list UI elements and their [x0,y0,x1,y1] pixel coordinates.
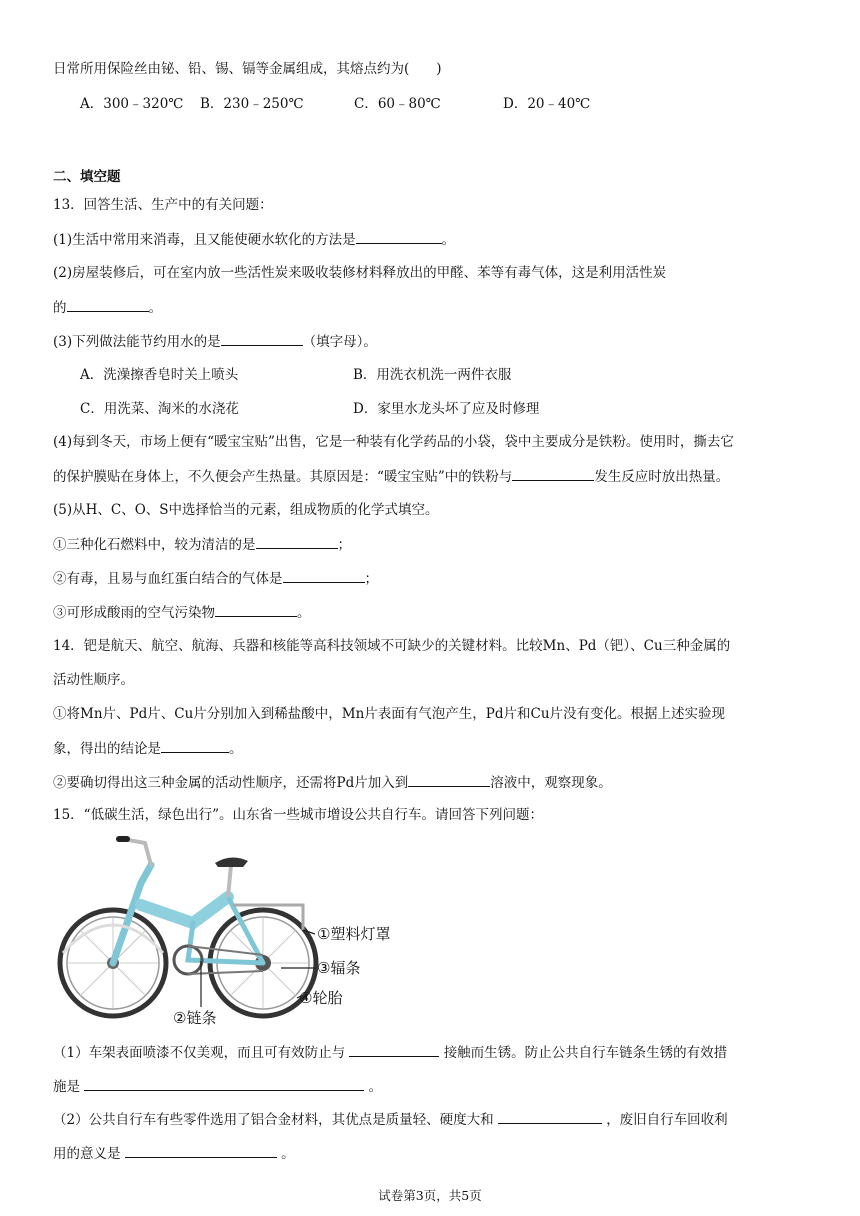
q13-part5-3-end: 。 [297,605,311,621]
q13-part3-options-row1 [80,365,680,385]
section-title: 二、填空题 [53,169,121,185]
q13-part1-end: 。 [441,232,456,248]
q13-part3-text: (3)下列做法能节约用水的是 [53,334,221,350]
figure-label-tire: ④轮胎 [299,989,343,1007]
answer-blank[interactable] [256,534,338,549]
q13-part1 [53,229,455,250]
q12-option-b: B．230﹣250℃ [200,96,304,112]
answer-blank[interactable] [356,229,442,244]
q13-part4-cont [53,466,729,487]
q13-part4-text: 的保护膜贴在身体上，不久便会产生热量。其原因是：“暖宝宝贴”中的铁粉与 [53,469,513,485]
answer-blank[interactable] [84,1076,364,1091]
q13-part2-text: 的 [53,300,67,316]
q15-part2-mid: ，废旧自行车回收利 [606,1112,728,1128]
q15-stem: 15．“低碳生活，绿色出行”。山东省一些城市增设公共自行车。请回答下列问题： [53,807,543,823]
q13-part2: (2)房屋装修后，可在室内放一些活性炭来吸收装修材料释放出的甲醛、苯等有毒气体，这是利用活性炭 [53,265,667,281]
figure-label-spoke: ③辐条 [317,959,361,977]
q13-option-c: C．用洗菜、淘米的水浇花 [80,401,239,417]
answer-blank[interactable] [408,772,490,787]
q13-part5-3-text: ③可形成酸雨的空气污染物 [53,605,215,621]
q13-option-d: D．家里水龙头坏了应及时修理 [353,401,540,417]
page-footer: 试卷第3页，共5页 [378,1188,482,1203]
answer-blank[interactable] [349,1042,439,1057]
q14-stem-cont: 活动性顺序。 [53,672,134,688]
q14-stem: 14．钯是航天、航空、航海、兵器和核能等高科技领域不可缺少的关键材料。比较Mn、Pd（钯）、Cu三种金属的 [53,638,731,654]
q13-part5-2-text: ②有毒，且易与血红蛋白结合的气体是 [53,571,283,587]
answer-blank[interactable] [221,331,303,346]
q13-part5-3 [53,602,311,623]
q14-step1-end: 。 [229,741,243,757]
q13-part5-2 [53,568,378,589]
q12-option-a: A．300﹣320℃ [80,96,184,112]
q15-part2-text: （2）公共自行车有些零件选用了铝合金材料，其优点是质量轻、硬度大和 [53,1112,494,1128]
q13-part4-end: 发生反应时放出热量。 [594,469,730,485]
q13-part3-end: （填字母）。 [302,334,377,350]
q15-part2 [53,1109,728,1130]
q15-part2-end: 。 [281,1146,295,1162]
q13-part3 [53,331,377,352]
q15-part1-text2: 施是 [53,1079,80,1095]
q13-part2-end: 。 [148,300,162,316]
q14-step1: ①将Mn片、Pd片、Cu片分别加入到稀盐酸中，Mn片表面有气泡产生，Pd片和Cu片没有变化。根据上述实验现 [53,706,726,722]
answer-blank[interactable] [215,602,297,617]
bicycle-figure [53,835,403,1030]
q15-part1-cont [53,1076,382,1097]
q15-part2-cont [53,1143,295,1164]
q15-part1 [53,1042,727,1063]
answer-blank[interactable] [498,1109,602,1124]
answer-blank[interactable] [283,568,365,583]
q13-part5-1 [53,534,351,555]
q12-option-c: C．60﹣80℃ [354,96,441,112]
q12-options [80,94,680,114]
q13-part3-options-row2 [80,399,680,419]
q14-step2 [53,772,612,793]
q15-part1-mid: 接触而生锈。防止公共自行车链条生锈的有效措 [443,1045,728,1061]
q13-part5-2-end: ； [364,571,378,587]
answer-blank[interactable] [512,466,594,481]
answer-blank[interactable] [161,738,229,753]
q13-part5-1-text: ①三种化石燃料中，较为清洁的是 [53,537,256,553]
answer-blank[interactable] [125,1143,277,1158]
q14-step1-text: 象，得出的结论是 [53,741,161,757]
q12-option-d: D．20﹣40℃ [503,96,591,112]
q13-option-a: A．洗澡擦香皂时关上喷头 [80,367,239,383]
figure-label-lampshade: ①塑料灯罩 [317,925,391,943]
q15-part2-text2: 用的意义是 [53,1146,121,1162]
q13-part5: (5)从H、C、O、S中选择恰当的元素，组成物质的化学式填空。 [53,502,439,518]
q13-part5-1-end: ； [337,537,351,553]
q13-part2-cont [53,297,162,318]
q15-part1-end: 。 [368,1079,383,1095]
q14-step2-end: 溶液中，观察现象。 [490,775,612,791]
q13-part4: (4)每到冬天，市场上便有“暖宝宝贴”出售，它是一种装有化学药品的小袋，袋中主要成分是铁粉。使用时，撕去它 [53,434,734,450]
q12-stem: 日常所用保险丝由铋、铅、锡、镉等金属组成，其熔点约为( ) [53,61,442,77]
q13-option-b: B．用洗衣机洗一两件衣服 [353,367,512,383]
q14-step2-text: ②要确切得出这三种金属的活动性顺序，还需将Pd片加入到 [53,775,409,791]
q13-part1-text: (1)生活中常用来消毒，且又能使硬水软化的方法是 [53,232,356,248]
q15-part1-text: （1）车架表面喷漆不仅美观，而且可有效防止与 [53,1045,346,1061]
q13-stem: 13．回答生活、生产中的有关问题： [53,197,273,213]
q14-step1-cont [53,738,243,759]
answer-blank[interactable] [67,297,149,312]
figure-label-chain: ②链条 [173,1009,217,1027]
